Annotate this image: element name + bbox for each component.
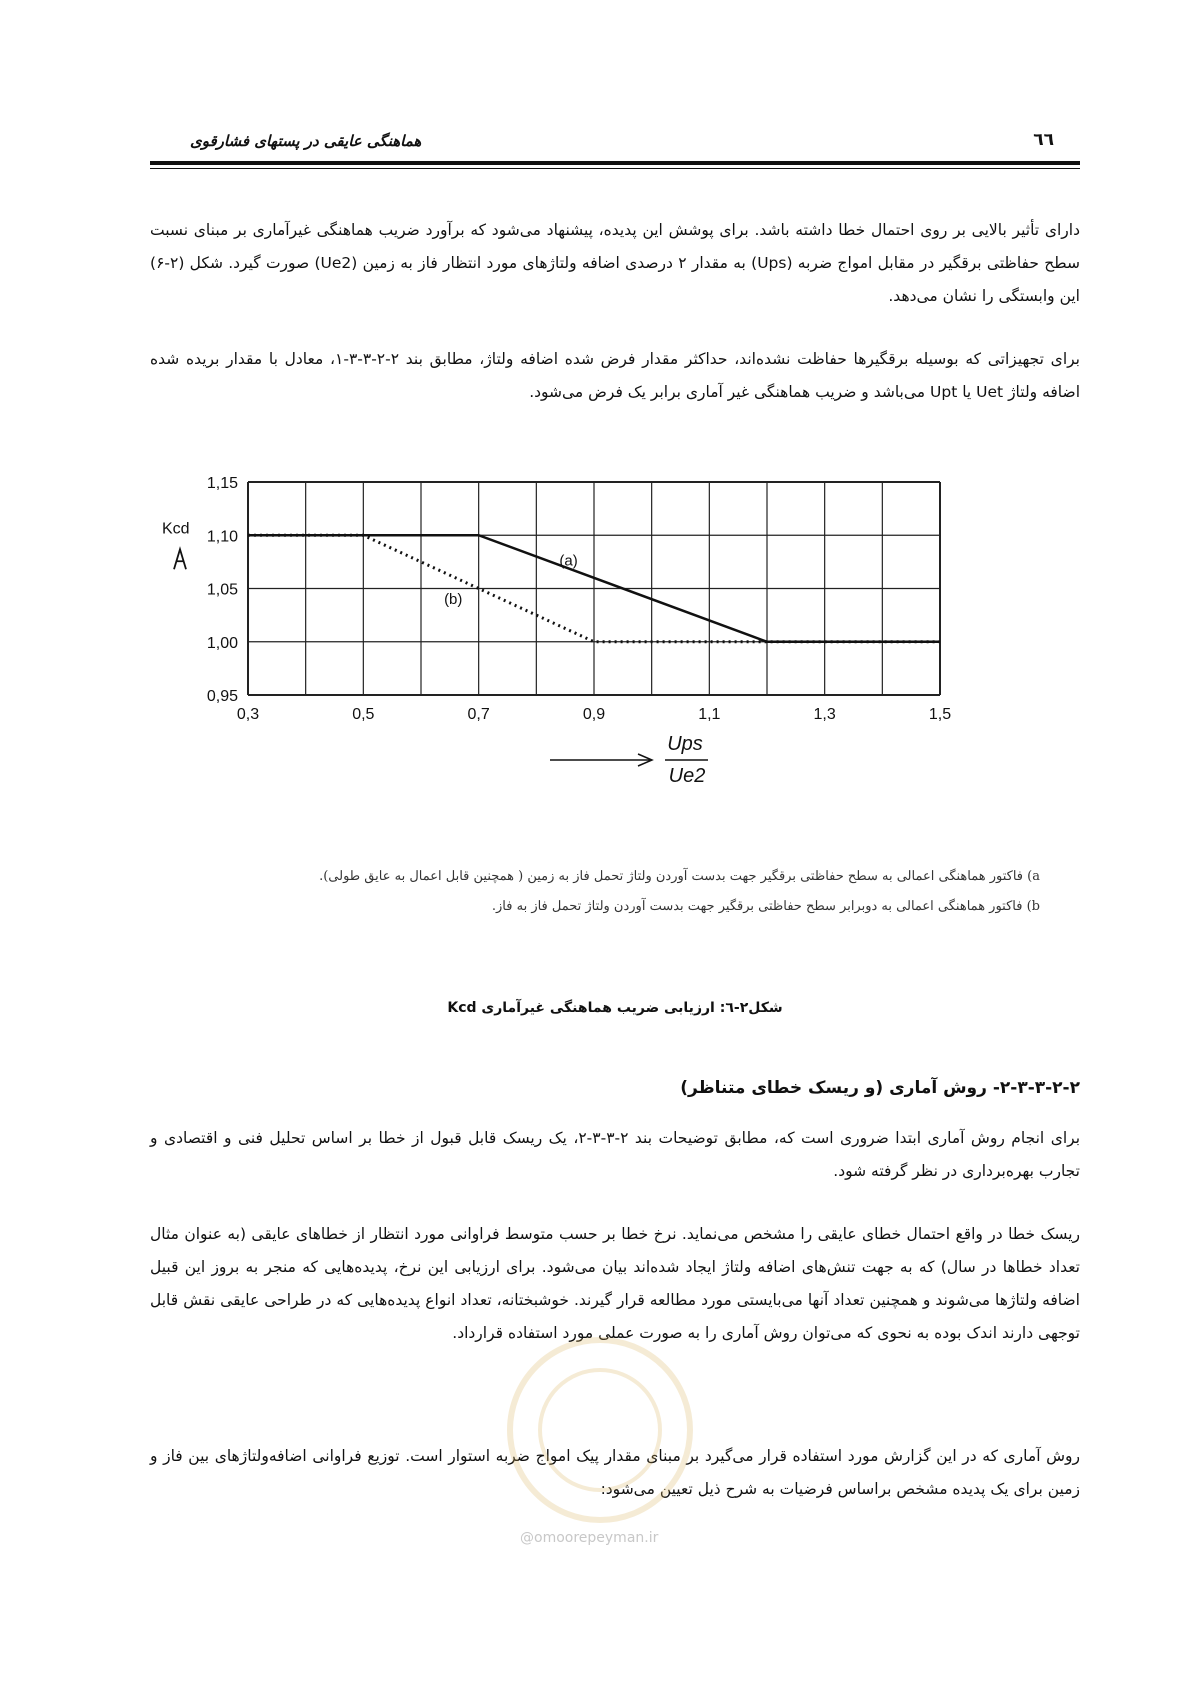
legend-item-a: a) فاکتور هماهنگی اعمالی به سطح حفاظتی برقگیر جهت بدست آوردن ولتاژ تحمل فاز به زمین ( همچنین قابل اعمال به عایق طولی). (319, 869, 1040, 884)
y-tick-label: 0,95 (206, 688, 238, 705)
paragraph-5: روش آماری که در این گزارش مورد استفاده قرار می‌گیرد بر مبنای مقدار پیک امواج ضربه استوار است. توزیع فراوانی اضافه‌ولتاژهای بین فاز و زمین برای یک پدیده مشخص براساس فرضیات به شرح ذیل تعیین می‌شود: (150, 1447, 1080, 1498)
x-tick-label: 1,3 (813, 706, 836, 723)
paragraph-3: برای انجام روش آماری ابتدا ضروری است که، مطابق توضیحات بند ۲-۳-۳-۲، یک ریسک قابل قبول از خطا بر اساس تحلیل فنی و اقتصادی و تجارب بهره‌برداری در نظر گرفته شود. (150, 1129, 1081, 1180)
paragraph-4: ریسک خطا در واقع احتمال خطای عایقی را مشخص می‌نماید. نرخ خطا بر حسب متوسط فراوانی مورد انتظار از خطاهای عایقی (به عنوان مثال تعداد خطاها در سال) که به جهت تنش‌های اضافه ولتاژ ایجاد شده‌اند بیان می‌شود. برای ارزیابی این نرخ، پدیده‌هایی که منجر به بروز این قبیل اضافه ولتاژها می‌شوند و همچنین تعداد آنها می‌بایستی مورد مطالعه قرار گیرند. خوشبختانه، تعداد انواع پدیده‌هایی که در طراحی عایقی نقش قابل توجهی دارند اندک بوده به نحوی که می‌توان روش آماری را به صورت عملی مورد استفاده قرارداد. (150, 1225, 1080, 1342)
paragraph-1: دارای تأثیر بالایی بر روی احتمال خطا داشته باشد. برای پوشش این پدیده، پیشنهاد می‌شود که برآورد ضریب هماهنگی غیرآماری بر مبنای نسبت سطح حفاظتی برقگیر در مقابل امواج ضربه (Ups) به مقدار ۲ درصدی اضافه ولتاژهای مورد انتظار فاز به زمین (Ue2) صورت گیرد. شکل (۲-۶) این وابستگی را نشان می‌دهد. (150, 221, 1080, 305)
y-tick-label: 1,15 (206, 475, 238, 492)
y-tick-label: 1,00 (206, 634, 238, 652)
paragraph-2: برای تجهیزاتی که بوسیله برقگیرها حفاظت نشده‌اند، حداکثر مقدار فرض شده اضافه ولتاژ، مطابق بند ۲-۲-۳-۳-۱، معادل با مقدار بریده شده اضافه ولتاژ Uet یا Upt می‌باشد و ضریب هماهنگی غیر آماری برابر یک فرض می‌شود. (150, 350, 1080, 401)
figure-caption: شکل۲-٦: ارزیابی ضریب هماهنگی غیرآماری Kcd (447, 1000, 783, 1016)
header-rule-thick (150, 161, 1080, 165)
kcd-chart (160, 460, 1040, 880)
header-rule-thin (150, 168, 1080, 169)
legend-item-b: b) فاکتور هماهنگی اعمالی به دوبرابر سطح حفاظتی برقگیر جهت بدست آوردن ولتاژ تحمل فاز به فاز. (491, 899, 1040, 914)
x-tick-label: 1,5 (928, 706, 952, 723)
x-tick-label: 0,5 (352, 706, 375, 723)
page-number: ٦٦ (1033, 130, 1054, 150)
y-tick-label: 1,05 (206, 581, 238, 599)
x-tick-label: 0,7 (467, 706, 490, 723)
y-axis-arrow-icon (174, 549, 186, 569)
series-label-b: (b) (444, 591, 463, 609)
watermark-text: @omoorepeyman.ir (520, 1530, 659, 1546)
figure-legend (240, 862, 1040, 922)
watermark-seal-icon (500, 1330, 700, 1530)
series-label-a: (a) (559, 552, 578, 570)
x-tick-label: 0,9 (582, 706, 606, 723)
x-axis-label-denominator: Ue2 (668, 765, 706, 787)
x-axis-label-numerator: Ups (667, 733, 703, 755)
running-title: هماهنگی عایقی در پستهای فشارقوی (190, 132, 422, 150)
y-axis-label: Kcd (162, 520, 190, 538)
x-tick-label: 1,1 (698, 706, 721, 723)
section-heading: ۲-۳-۳-۲-۲- روش آماری (و ریسک خطای متناظر) (680, 1078, 1080, 1098)
x-tick-label: 0,3 (236, 706, 260, 723)
y-tick-label: 1,10 (206, 528, 238, 546)
